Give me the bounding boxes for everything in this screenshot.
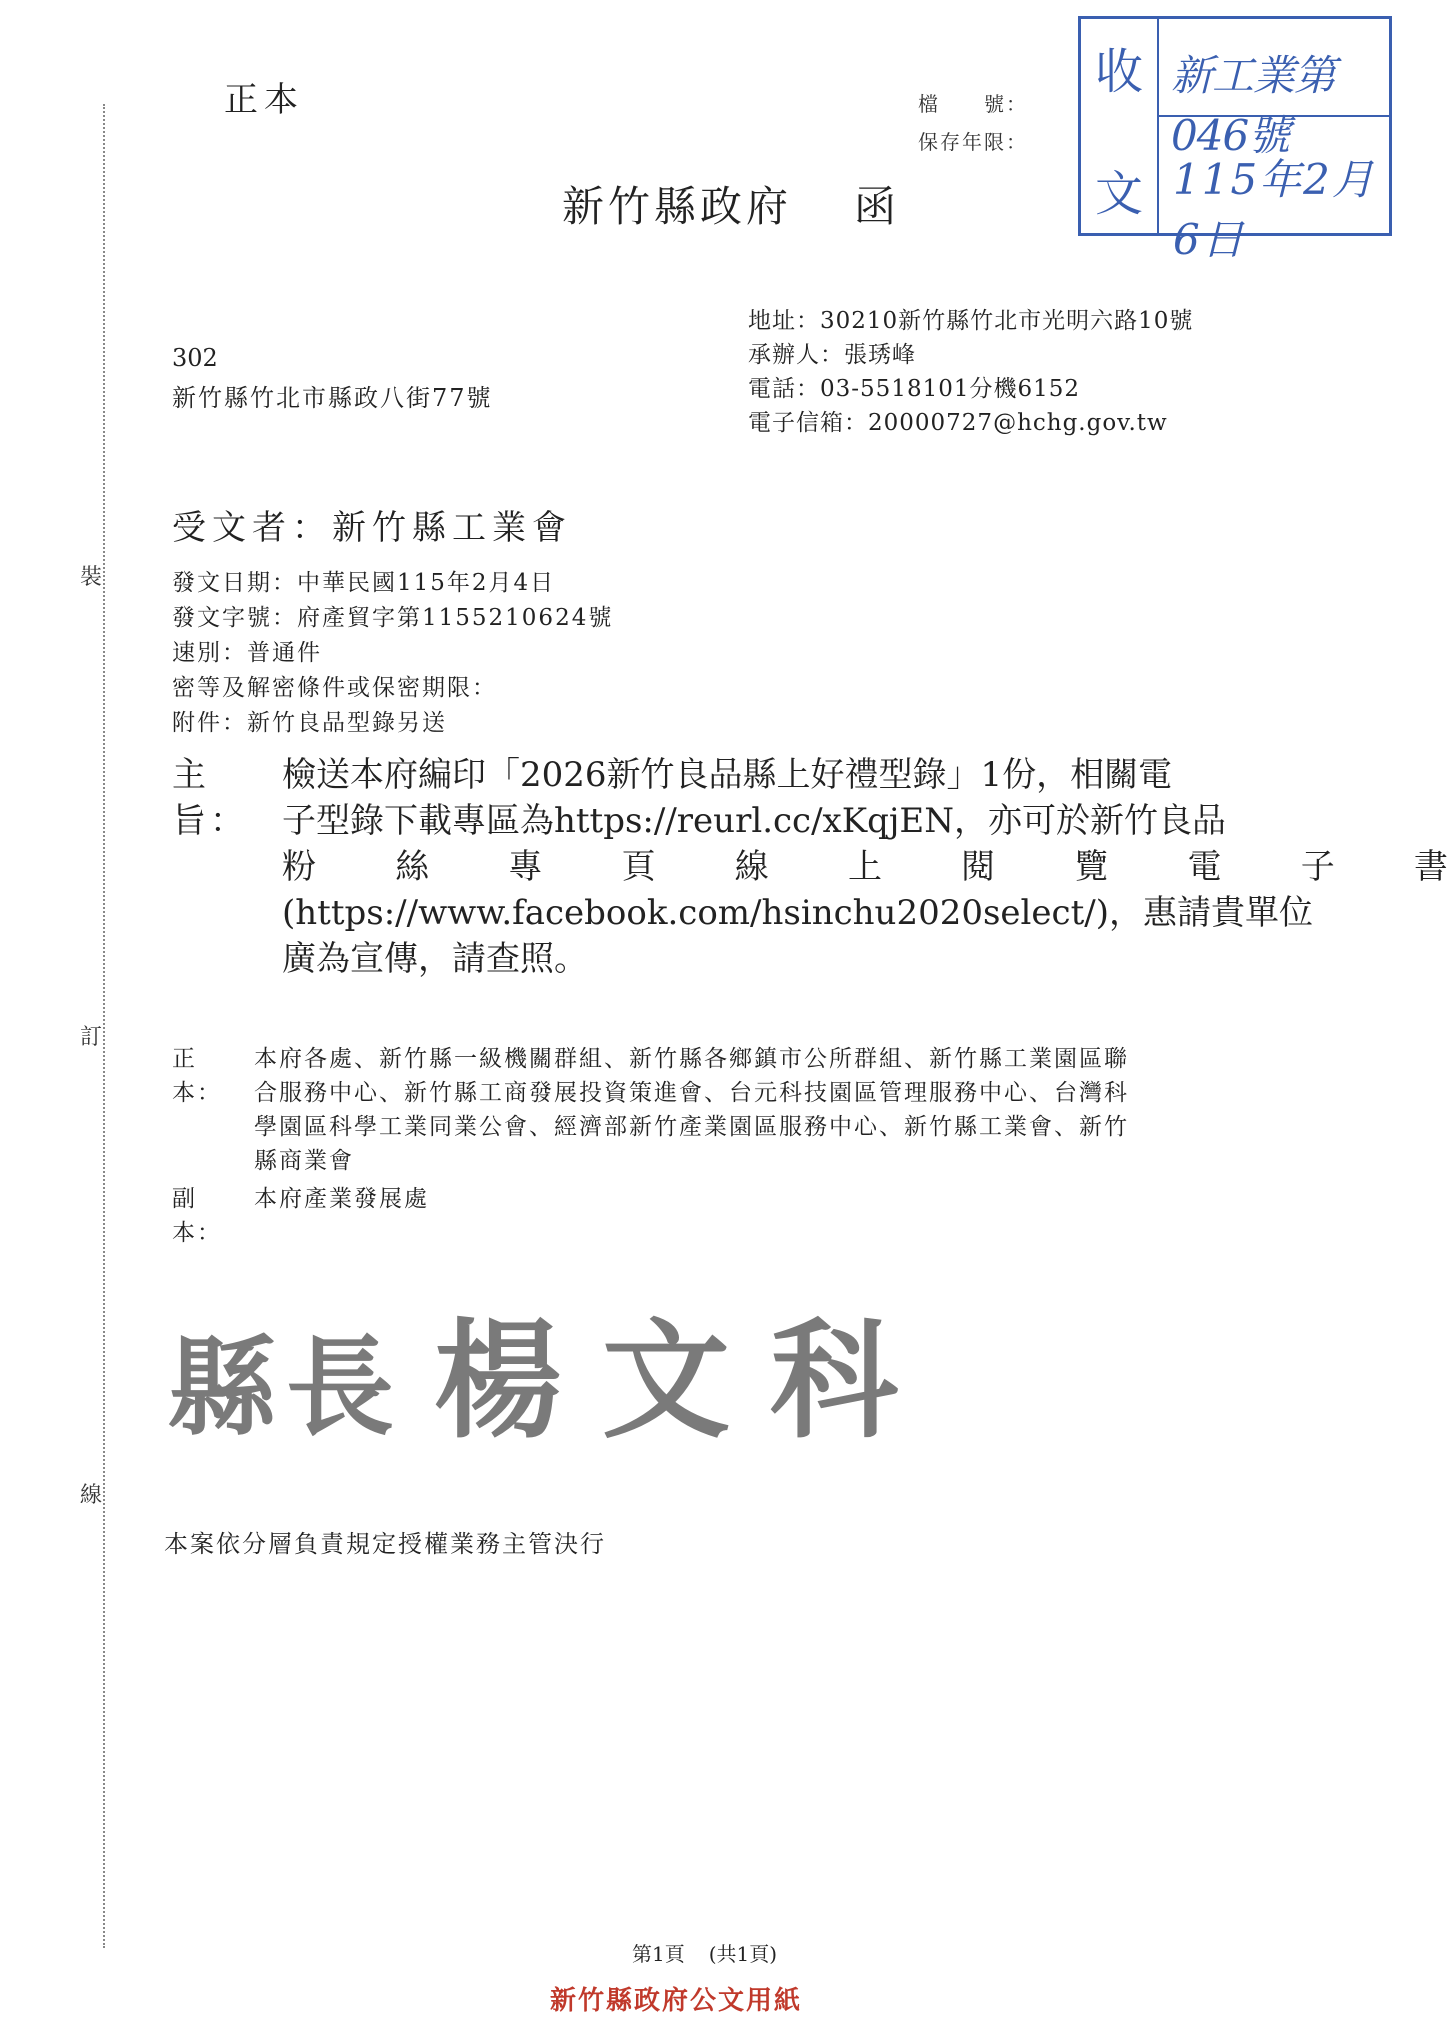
- subject-body: [282, 752, 1448, 982]
- subject-line-justified: [282, 844, 1448, 890]
- signature-name-char: 科: [770, 1306, 909, 1456]
- subject-line: (https://www.facebook.com/hsinchu2020select/)，惠請貴單位: [282, 893, 1313, 933]
- document-type: 函: [854, 182, 901, 231]
- distribution-line: 學園區科學工業同業公會、經濟部新竹產業園區服務中心、新竹縣工業會、新竹: [254, 1114, 1129, 1140]
- distribution-line: 縣商業會: [254, 1148, 354, 1174]
- receiver-zip: 302: [172, 344, 218, 372]
- retention-period-label: 保存年限：: [918, 130, 1028, 154]
- distribution-copy-body: 本府產業發展處: [254, 1186, 429, 1212]
- page-total: (共1頁): [708, 1942, 778, 1966]
- subject-word: 閱: [961, 847, 996, 887]
- magistrate-signature: [168, 1278, 908, 1462]
- file-number-label: 檔 號：: [918, 92, 1028, 116]
- subject-word: 書: [1413, 847, 1448, 887]
- subject-word: 子: [1300, 847, 1335, 887]
- delivery-speed: 速別：普通件: [172, 640, 322, 666]
- signature-title: 縣長: [168, 1325, 405, 1451]
- binding-char-xian: 線: [80, 1478, 102, 1509]
- subject-word: 專: [508, 847, 543, 887]
- sender-address: 地址：30210新竹縣竹北市光明六路10號: [748, 308, 1194, 334]
- signature-name-char: 文: [602, 1306, 741, 1456]
- stamp-receipt-number: 新工業第046號: [1171, 51, 1336, 160]
- recipient: 受文者：新竹縣工業會: [172, 508, 572, 548]
- distribution-copy-label: 副本：: [172, 1186, 222, 1246]
- secrecy-level: 密等及解密條件或保密期限：: [172, 675, 497, 701]
- document-title: [562, 174, 900, 234]
- binding-char-zhuang: 裝: [80, 560, 102, 591]
- subject-word: 粉: [282, 847, 316, 887]
- subject-label: 主旨：: [172, 755, 248, 841]
- stamp-doc-char: 文: [1095, 166, 1144, 222]
- page-number: [632, 1938, 777, 1967]
- sender-email: 電子信箱：20000727@hchg.gov.tw: [748, 410, 1168, 436]
- subject-word: 線: [734, 847, 769, 887]
- sender-phone: 電話：03-5518101分機6152: [748, 376, 1081, 402]
- stamp-received-char: 收: [1095, 44, 1144, 100]
- document-number: 發文字號：府產貿字第1155210624號: [172, 605, 614, 631]
- subject-word: 上: [847, 847, 882, 887]
- delegation-note: 本案依分層負責規定授權業務主管決行: [164, 1530, 606, 1558]
- distribution-line: 本府各處、新竹縣一級機關群組、新竹縣各鄉鎮市公所群組、新竹縣工業園區聯: [254, 1046, 1129, 1072]
- received-stamp: [1078, 16, 1392, 264]
- stamp-receipt-date: 115年2月6日: [1173, 155, 1376, 264]
- subject-line: 廣為宣傳，請查照。: [282, 939, 588, 979]
- issue-date: 發文日期：中華民國115年2月4日: [172, 570, 556, 596]
- official-paper-footer: 新竹縣政府公文用紙: [550, 1986, 803, 2016]
- subject-word: 覽: [1074, 847, 1109, 887]
- subject-line: 子型錄下載專區為https://reurl.cc/xKqjEN，亦可於新竹良品: [282, 801, 1226, 841]
- copy-type-label: 正本: [224, 80, 304, 120]
- binding-line: [103, 104, 105, 1948]
- issuing-organization: 新竹縣政府: [562, 182, 793, 231]
- subject-word: 絲: [395, 847, 430, 887]
- subject-line: 檢送本府編印「2026新竹良品縣上好禮型錄」1份，相關電: [282, 755, 1173, 795]
- distribution-line: 合服務中心、新竹縣工商發展投資策進會、台元科技園區管理服務中心、台灣科: [254, 1080, 1129, 1106]
- subject-word: 電: [1187, 847, 1222, 887]
- attachment: 附件：新竹良品型錄另送: [172, 710, 447, 736]
- receiver-address: 新竹縣竹北市縣政八街77號: [172, 384, 493, 412]
- subject-word: 頁: [621, 847, 656, 887]
- page-current: 第1頁: [632, 1942, 685, 1966]
- distribution-main-label: 正本：: [172, 1046, 222, 1106]
- sender-handler: 承辦人：張琇峰: [748, 342, 916, 368]
- signature-name-char: 楊: [434, 1306, 573, 1456]
- distribution-main-body: [254, 1042, 1444, 1178]
- binding-char-ding: 訂: [80, 1020, 102, 1051]
